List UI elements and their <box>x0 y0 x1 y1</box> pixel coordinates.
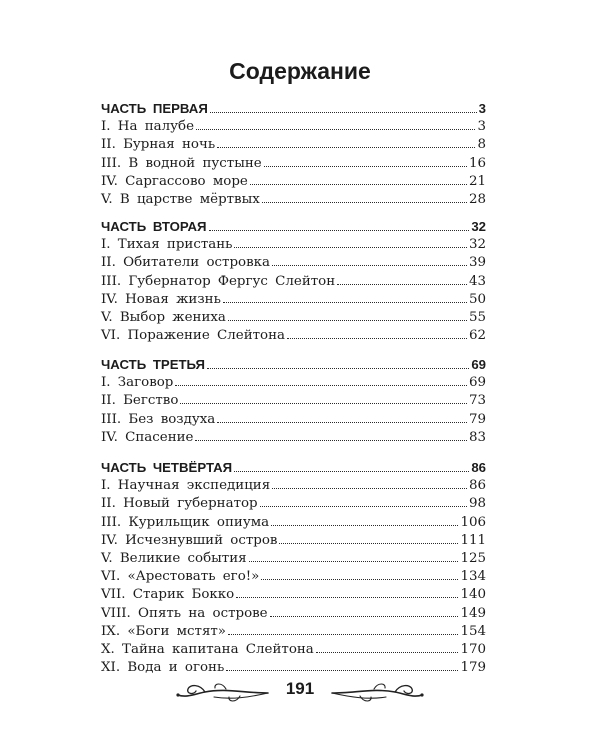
chapter-page: 86 <box>468 478 486 494</box>
part-title: ЧАСТЬ ТРЕТЬЯ <box>101 357 206 372</box>
dot-leader <box>279 543 458 544</box>
chapter-page: 32 <box>468 237 486 253</box>
toc-entry <box>101 155 486 173</box>
chapter-page: 73 <box>468 393 486 409</box>
toc-entry <box>101 118 486 136</box>
toc-entry <box>101 291 486 309</box>
chapter-title: II. Бегство <box>101 393 179 409</box>
chapter-page: 98 <box>468 496 486 512</box>
dot-leader <box>228 634 458 635</box>
chapter-title: VI. Поражение Слейтона <box>101 328 286 344</box>
chapter-page: 149 <box>460 605 486 621</box>
dot-leader <box>210 112 477 113</box>
toc-entry <box>101 605 486 623</box>
chapter-page: 83 <box>468 429 486 445</box>
toc-entry <box>101 254 486 272</box>
dot-leader <box>287 338 467 339</box>
toc-part-heading <box>101 356 486 374</box>
dot-leader <box>316 652 459 653</box>
chapter-page: 21 <box>468 173 486 189</box>
toc-entry <box>101 411 486 429</box>
toc-part-heading <box>101 218 486 236</box>
dot-leader <box>337 284 467 285</box>
dot-leader <box>196 129 475 130</box>
part-title: ЧАСТЬ ВТОРАЯ <box>101 219 207 234</box>
page-number: 191 <box>285 679 315 698</box>
toc-entry <box>101 495 486 513</box>
toc-entry <box>101 586 486 604</box>
toc-entry <box>101 236 486 254</box>
dot-leader <box>175 385 467 386</box>
chapter-page: 39 <box>468 255 486 271</box>
chapter-title: V. В царстве мёртвых <box>101 191 260 207</box>
chapter-title: XI. Вода и огонь <box>101 660 225 676</box>
chapter-page: 55 <box>468 309 486 325</box>
toc-entry <box>101 173 486 191</box>
chapter-page: 140 <box>460 587 486 603</box>
toc-entry <box>101 568 486 586</box>
dot-leader <box>209 230 470 231</box>
chapter-page: 28 <box>468 191 486 207</box>
chapter-title: II. Бурная ночь <box>101 137 216 153</box>
dot-leader <box>180 403 467 404</box>
chapter-title: III. В водной пустыне <box>101 155 262 171</box>
chapter-title: IV. Новая жизнь <box>101 291 221 307</box>
chapter-page: 111 <box>460 532 486 548</box>
dot-leader <box>195 440 466 441</box>
toc-entry <box>101 273 486 291</box>
toc-part-2 <box>101 218 486 345</box>
part-title: ЧАСТЬ ПЕРВАЯ <box>101 101 208 116</box>
chapter-page: 62 <box>468 328 486 344</box>
toc-entry <box>101 477 486 495</box>
toc-entry <box>101 191 486 209</box>
toc-entry <box>101 623 486 641</box>
toc-entry <box>101 532 486 550</box>
chapter-title: IX. «Боги мстят» <box>101 623 226 639</box>
chapter-title: II. Новый губернатор <box>101 496 258 512</box>
chapter-page: 79 <box>468 411 486 427</box>
chapter-page: 16 <box>468 155 486 171</box>
toc-entry <box>101 374 486 392</box>
dot-leader <box>264 166 467 167</box>
chapter-title: VII. Старик Бокко <box>101 587 235 603</box>
page-title: Содержание <box>229 58 371 84</box>
chapter-title: III. Губернатор Фергус Слейтон <box>101 273 336 289</box>
toc-entry <box>101 136 486 154</box>
dot-leader <box>260 506 467 507</box>
chapter-page: 69 <box>468 375 486 391</box>
dot-leader <box>272 265 467 266</box>
chapter-title: IV. Исчезнувший остров <box>101 532 278 548</box>
toc-entry <box>101 309 486 327</box>
part-page: 3 <box>478 101 486 116</box>
dot-leader <box>250 184 467 185</box>
part-page: 69 <box>471 357 486 372</box>
chapter-title: IV. Саргассово море <box>101 173 248 189</box>
chapter-page: 134 <box>460 569 486 585</box>
chapter-title: VI. «Арестовать его!» <box>101 569 260 585</box>
part-page: 86 <box>471 460 486 475</box>
chapter-title: VIII. Опять на острове <box>101 605 268 621</box>
dot-leader <box>271 525 458 526</box>
chapter-title: IV. Спасение <box>101 429 194 445</box>
chapter-page: 50 <box>468 291 486 307</box>
chapter-page: 125 <box>460 550 486 566</box>
chapter-page: 154 <box>460 623 486 639</box>
dot-leader <box>272 488 467 489</box>
toc-entry <box>101 392 486 410</box>
toc-part-heading <box>101 100 486 118</box>
chapter-title: III. Без воздуха <box>101 411 216 427</box>
chapter-page: 170 <box>460 641 486 657</box>
toc-entry <box>101 327 486 345</box>
dot-leader <box>226 670 458 671</box>
chapter-title: I. Тихая пристань <box>101 237 233 253</box>
chapter-title: V. Выбор жениха <box>101 309 226 325</box>
chapter-page: 106 <box>460 514 486 530</box>
dot-leader <box>262 202 467 203</box>
part-page: 32 <box>471 219 486 234</box>
chapter-title: III. Курильщик опиума <box>101 514 270 530</box>
chapter-title: I. На палубе <box>101 119 194 135</box>
dot-leader <box>223 302 467 303</box>
dot-leader <box>207 368 469 369</box>
chapter-page: 179 <box>460 660 486 676</box>
chapter-title: X. Тайна капитана Слейтона <box>101 641 314 657</box>
toc-part-heading <box>101 459 486 477</box>
dot-leader <box>217 147 475 148</box>
chapter-page: 8 <box>477 137 486 153</box>
dot-leader <box>261 579 458 580</box>
chapter-title: I. Заговор <box>101 375 174 391</box>
toc-part-4 <box>101 459 486 677</box>
page-footer <box>0 676 600 708</box>
chapter-title: I. Научная экспедиция <box>101 478 271 494</box>
part-title: ЧАСТЬ ЧЕТВЁРТАЯ <box>101 460 233 475</box>
toc-entry <box>101 514 486 532</box>
dot-leader <box>249 561 459 562</box>
chapter-page: 43 <box>468 273 486 289</box>
toc-part-1 <box>101 100 486 209</box>
dot-leader <box>217 422 467 423</box>
chapter-title: V. Великие события <box>101 550 247 566</box>
toc-entry <box>101 659 486 677</box>
dot-leader <box>236 597 458 598</box>
toc-entry <box>101 550 486 568</box>
dot-leader <box>234 471 469 472</box>
dot-leader <box>228 320 467 321</box>
toc-entry <box>101 429 486 447</box>
dot-leader <box>234 247 467 248</box>
chapter-title: II. Обитатели островка <box>101 255 270 271</box>
dot-leader <box>270 616 459 617</box>
toc-part-3 <box>101 356 486 447</box>
chapter-page: 3 <box>477 119 486 135</box>
toc-entry <box>101 641 486 659</box>
